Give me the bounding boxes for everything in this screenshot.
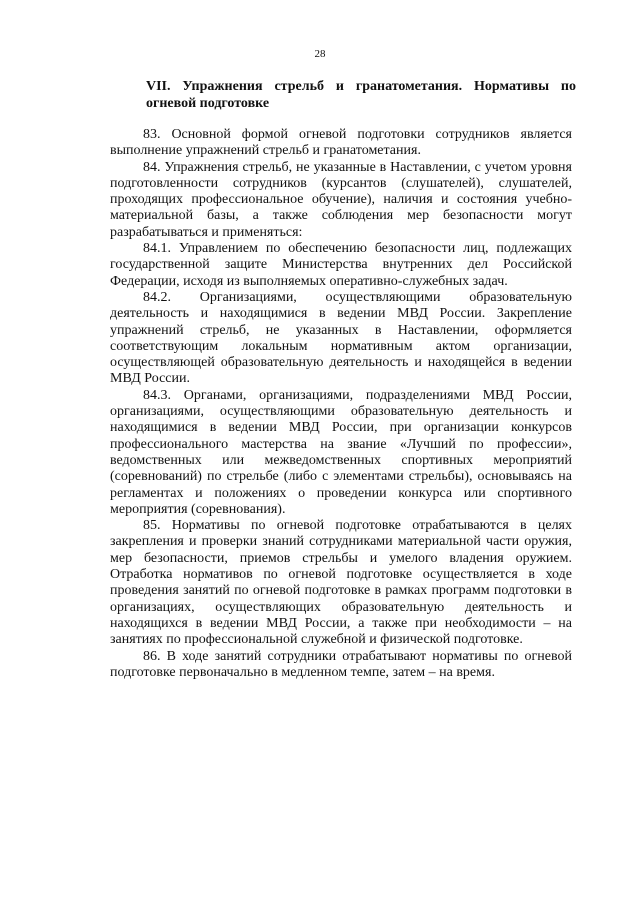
page-number: 28 (314, 48, 326, 60)
paragraph-84-2: 84.2. Организациями, осуществляющими образовательную деятельность и находящимися в ведении МВД России. Закрепление упражнений стрельб, не указанных в Наставлении, оформляется соответствующим локальным нормативным актом организации, осуществляющей образовательную деятельность и находящейся в ведении МВД России. (110, 289, 572, 387)
paragraph-86: 86. В ходе занятий сотрудники отрабатывают нормативы по огневой подготовке первоначально в медленном темпе, затем – на время. (110, 648, 572, 680)
paragraph-85: 85. Нормативы по огневой подготовке отрабатываются в целях закрепления и проверки знаний сотрудниками материальной части оружия, мер безопасности, приемов стрельбы и умелого владения оружием. Отработка нормативов по огневой подготовке осуществляется в ходе проведения занятий по огневой подготовке в рамках программ подготовки в организациях, осуществляющих образовательную деятельность и находящихся в ведении МВД России, а также при необходимости – на занятиях по профессиональной служебной и физической подготовке. (110, 518, 572, 648)
paragraph-83: 83. Основной формой огневой подготовки сотрудников является выполнение упражнений стрельб и гранатометания. (110, 127, 572, 159)
body-text (110, 127, 572, 681)
paragraph-84-1: 84.1. Управлением по обеспечению безопасности лиц, подлежащих государственной защите Министерства внутренних дел Российской Федерации, исходя из выполняемых оперативно-служебных задач. (110, 241, 572, 289)
section-title: VII. Упражнения стрельб и гранатометания. Нормативы по огневой подготовке (146, 79, 576, 111)
paragraph-84-3: 84.3. Органами, организациями, подразделениями МВД России, организациями, осуществляющими образовательную деятельность и находящимися в ведении МВД России, при организации конкурсов профессионального мастерства на звание «Лучший по профессии», ведомственных или межведомственных спортивных мероприятий (соревнований) по стрельбе (либо с элементами стрельбы), основываясь на регламентах и положениях о проведении конкурса или спортивного мероприятия (соревнования). (110, 387, 572, 517)
paragraph-84: 84. Упражнения стрельб, не указанные в Наставлении, с учетом уровня подготовленности сотрудников (курсантов (слушателей), слушателей, проходящих профессиональное обучение), наличия и состояния учебно-материальной базы, а также соблюдения мер безопасности могут разрабатываться и применяться: (110, 159, 572, 240)
